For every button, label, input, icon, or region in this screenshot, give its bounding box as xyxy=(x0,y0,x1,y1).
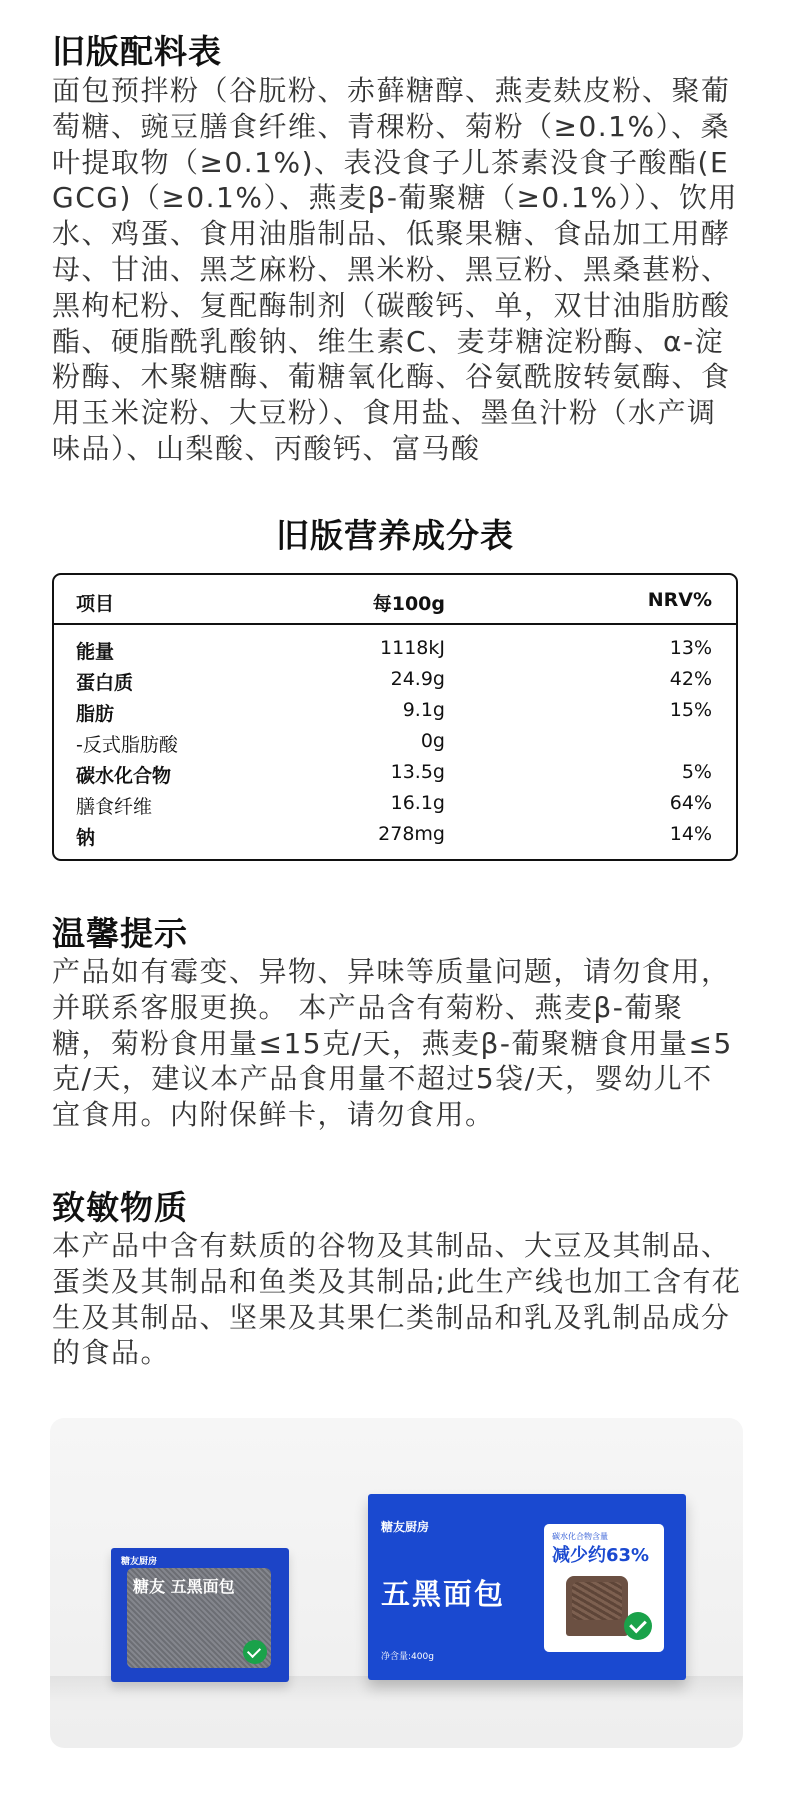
row-item: 钠 xyxy=(76,827,96,849)
bag-brand-logo: 糖友厨房 xyxy=(121,1557,158,1567)
table-row xyxy=(54,788,736,819)
table-row xyxy=(54,664,736,695)
check-seal-icon xyxy=(243,1640,267,1664)
product-box xyxy=(368,1494,686,1680)
row-per100g: 0g xyxy=(420,730,445,752)
row-item: -反式脂肪酸 xyxy=(76,734,178,756)
row-nrv: 13% xyxy=(669,637,712,659)
table-row xyxy=(54,819,736,850)
header-item: 项目 xyxy=(76,593,115,615)
row-per100g: 13.5g xyxy=(390,761,445,783)
nutrition-table-header xyxy=(54,575,736,625)
carb-claim-card xyxy=(544,1524,664,1652)
row-nrv: 5% xyxy=(681,761,712,783)
row-nrv: 64% xyxy=(669,792,712,814)
row-per100g: 278mg xyxy=(378,823,445,845)
row-item: 碳水化合物 xyxy=(76,765,172,787)
table-row xyxy=(54,695,736,726)
row-item: 脂肪 xyxy=(76,703,115,725)
row-nrv: 15% xyxy=(669,699,712,721)
product-bag xyxy=(111,1548,289,1682)
header-per100g: 每100g xyxy=(372,593,445,615)
allergen-text: 本产品中含有麸质的谷物及其制品、大豆及其制品、蛋类及其制品和鱼类及其制品;此生产线也加工含有花生及其制品、坚果及其果仁类制品和乳及乳制品成分的食品。 xyxy=(52,1229,742,1370)
ingredients-text: 面包预拌粉（谷朊粉、赤藓糖醇、燕麦麸皮粉、聚葡萄糖、豌豆膳食纤维、青稞粉、菊粉（≥0.1%）、桑叶提取物（≥0.1%)、表没食子儿茶素没食子酸酯(EGCG)（≥0.1%）、燕麦β-葡聚糖（≥0.1%））、饮用水、鸡蛋、食用油脂制品、低聚果糖、食品加工用酵母、甘油、黑芝麻粉、黑米粉、黑豆粉、黑桑葚粉、黑枸杞粉、复配酶制剂（碳酸钙、单，双甘油脂肪酸酯、硬脂酰乳酸钠、维生素C、麦芽糖淀粉酶、α-淀粉酶、木聚糖酶、葡糖氧化酶、谷氨酰胺转氨酶、食用玉米淀粉、大豆粉）、食用盐、墨鱼汁粉（水产调味品）、山梨酸、丙酸钙、富马酸 xyxy=(52,74,739,465)
tips-text: 产品如有霉变、异物、异味等质量问题，请勿食用，并联系客服更换。 本产品含有菊粉、燕麦β-葡聚糖，菊粉食用量≤15克/天，燕麦β-葡聚糖食用量≤5克/天，建议本产品食用量不超过5袋/天，婴幼儿不宜食用。内附保鲜卡，请勿食用。 xyxy=(52,955,733,1132)
row-per100g: 24.9g xyxy=(390,668,445,690)
table-row xyxy=(54,726,736,757)
table-row xyxy=(54,757,736,788)
row-nrv: 42% xyxy=(669,668,712,690)
product-image-panel xyxy=(50,1418,743,1748)
row-item: 能量 xyxy=(76,641,115,663)
box-brand-logo: 糖友厨房 xyxy=(381,1520,430,1534)
carb-claim-label: 碳水化合物含量 xyxy=(552,1532,608,1541)
box-net-weight: 净含量:400g xyxy=(381,1652,434,1662)
carb-claim-value: 减少约63% xyxy=(552,1545,650,1566)
row-item: 蛋白质 xyxy=(76,672,134,694)
row-per100g: 9.1g xyxy=(402,699,445,721)
check-shield-icon xyxy=(624,1612,652,1640)
header-nrv: NRV% xyxy=(647,589,712,611)
row-per100g: 1118kJ xyxy=(380,637,445,659)
tips-title: 温馨提示 xyxy=(52,914,188,953)
bread-slices-image xyxy=(566,1576,628,1636)
row-nrv: 14% xyxy=(669,823,712,845)
bag-product-name: 糖友 五黑面包 xyxy=(133,1577,235,1596)
row-item: 膳食纤维 xyxy=(76,796,153,818)
row-per100g: 16.1g xyxy=(390,792,445,814)
allergen-title: 致敏物质 xyxy=(52,1188,188,1227)
table-row xyxy=(54,633,736,664)
nutrition-title: 旧版营养成分表 xyxy=(276,516,514,555)
ingredients-title: 旧版配料表 xyxy=(52,32,222,71)
box-product-name: 五黑面包 xyxy=(381,1577,506,1611)
nutrition-table xyxy=(52,573,738,861)
